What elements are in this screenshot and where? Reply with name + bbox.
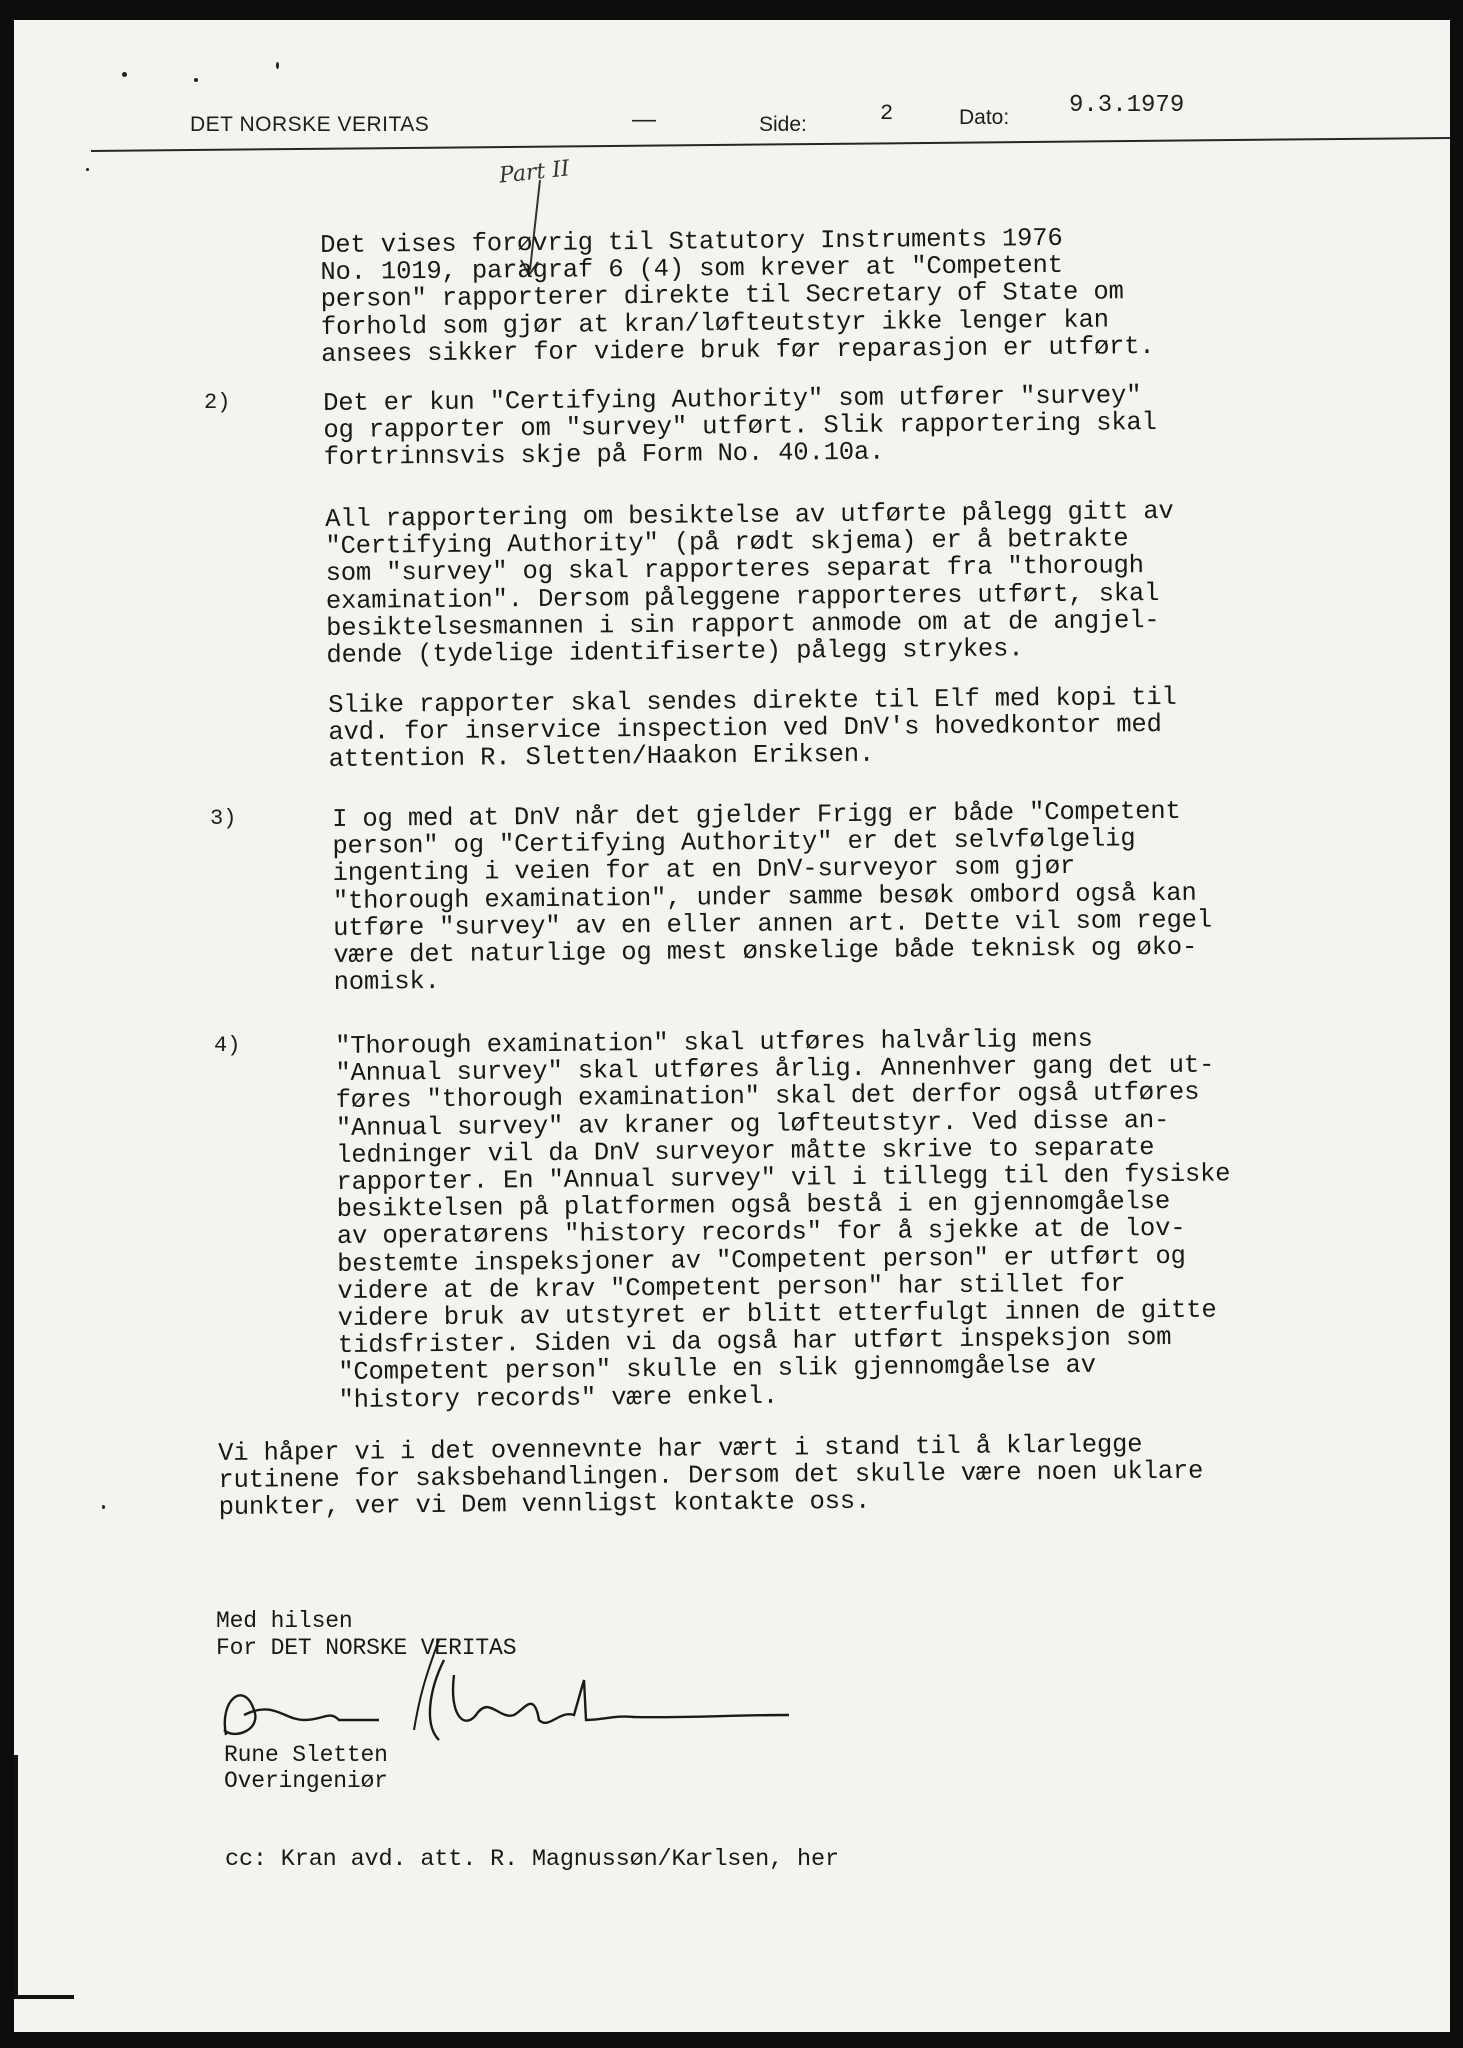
item-2-paragraph-2: All rapportering om besiktelse av utførte pålegg gitt av "Certifying Authority" (på rødt skjema) er å betrakte som "survey" og skal rapporteres separat fra "thorough examination". Dersom påleggene rapporteres utført, skal besiktelsesmannen i sin rapport anmode om at de angjel- dende (tydelige identifiserte) pålegg strykes. xyxy=(324,496,1174,671)
scan-speck xyxy=(122,72,127,77)
company-name: DET NORSKE VERITAS xyxy=(190,113,430,136)
item-3-paragraph: I og med at DnV når det gjelder Frigg er både "Competent person" og "Certifying Authority" er det selvfølgelig ingenting i veien for at en DnV-surveyor som gjør "thorough examination", under samme besøk ombord også kan utføre "survey" av en eller annen art. Dette vil som regel være det naturlige og mest ønskelige både teknisk og øko- nomisk. xyxy=(331,796,1213,998)
scan-speck xyxy=(86,168,89,171)
page-number: 2 xyxy=(880,101,894,126)
intro-paragraph: Det vises forøvrig til Statutory Instruments 1976 No. 1019, paragraf 6 (4) som krever at "Competent person" rapporterer direkte til Secretary of State om forhold som gjør at kran/løfteutstyr ikke lenger kan ansees sikker for videre bruk før reparasjon er utført. xyxy=(319,223,1155,369)
closing-paragraph: Vi håper vi i det ovennevnte har vært i stand til å klarlegge rutinene for saksbehandlingen. Dersom det skulle være noen uklare punkter, ver vi Dem vennligst kontakte oss. xyxy=(217,1430,1204,1523)
scan-speck xyxy=(194,78,198,82)
handwritten-note: Part II xyxy=(497,156,571,189)
item-number-2: 2) xyxy=(204,390,231,415)
letter-page xyxy=(14,20,1450,2032)
date-label: Dato: xyxy=(959,106,1010,129)
item-2-paragraph-1: Det er kun "Certifying Authority" som utfører "survey" og rapporter om "survey" utført. Slik rapportering skal fortrinnsvis skje på Form No. 40.10a. xyxy=(322,381,1157,473)
greeting: Med hilsen For DET NORSKE VERITAS xyxy=(216,1608,517,1661)
item-2-paragraph-3: Slike rapporter skal sendes direkte til Elf med kopi til avd. for inservice inspection ved DnV's hovedkontor med attention R. Sletten/Haakon Eriksen. xyxy=(327,682,1177,775)
scan-border-bottom xyxy=(14,1995,74,1999)
item-number-3: 3) xyxy=(210,806,237,831)
header-dash: — xyxy=(632,106,656,133)
cc-line: cc: Kran avd. att. R. Magnussøn/Karlsen, her xyxy=(225,1846,839,1873)
date-value: 9.3.1979 xyxy=(1069,92,1185,119)
scan-speck xyxy=(276,62,279,69)
signer-name: Rune Sletten xyxy=(224,1742,388,1768)
signer-title: Overingeniør xyxy=(224,1768,388,1794)
item-4-paragraph: "Thorough examination" skal utføres halvårlig mens "Annual survey" skal utføres årlig. Annenhver gang det ut- føres "thorough examination" skal det derfor også utføres "Annual survey" av kraner og løfteutstyr. Ved disse an- ledninger vil da DnV surveyor måtte skrive to separate rapporter. En "Annual survey" vil i tillegg til den fysiske besiktelsen på platformen også bestå i en gjennomgåelse av operatørens "history records" for å sjekke at de lov- bestemte inspeksjoner av "Competent person" er utført og videre at de krav "Competent person" har stillet for videre bruk av utstyret er blitt etterfulgt innen de gitte tidsfrister. Siden vi da også har utført inspeksjon som "Competent person" skulle en slik gjennomgåelse av "history records" være enkel. xyxy=(334,1024,1231,1415)
page-label: Side: xyxy=(759,113,807,136)
scan-speck xyxy=(102,1505,105,1509)
item-number-4: 4) xyxy=(214,1033,241,1058)
header-rule xyxy=(91,137,1450,152)
scan-border-left xyxy=(14,1755,18,1995)
